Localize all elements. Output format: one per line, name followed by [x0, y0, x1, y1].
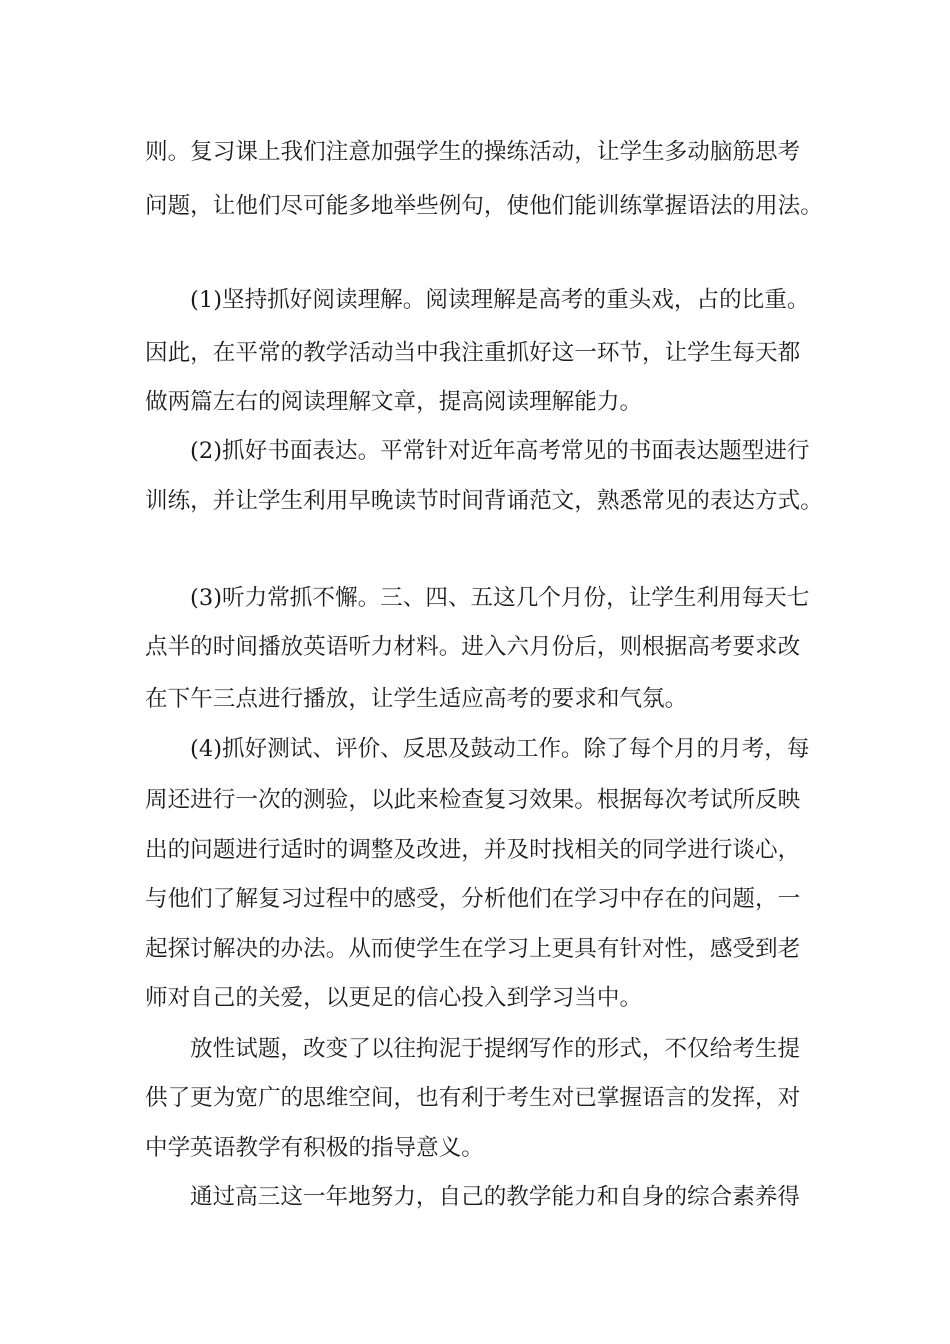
text-line: 问题，让他们尽可能多地举些例句，使他们能训练掌握语法的用法。 [145, 193, 823, 219]
text-line: (3)听力常抓不懈。三、四、五这几个月份，让学生利用每天七 [190, 585, 810, 611]
text-line: 做两篇左右的阅读理解文章，提高阅读理解能力。 [145, 389, 643, 415]
text-line: 出的问题进行适时的调整及改进，并及时找相关的同学进行谈心， [145, 837, 801, 863]
text-line: 起探讨解决的办法。从而使学生在学习上更具有针对性，感受到老 [145, 936, 801, 962]
text-line: 中学英语教学有积极的指导意义。 [145, 1135, 484, 1161]
text-line: 因此，在平常的教学活动当中我注重抓好这一环节，让学生每天都 [145, 340, 801, 366]
text-line: 师对自己的关爱，以更足的信心投入到学习当中。 [145, 985, 643, 1011]
text-line: 点半的时间播放英语听力材料。进入六月份后，则根据高考要求改 [145, 634, 801, 660]
text-line: 通过高三这一年地努力，自己的教学能力和自身的综合素养得 [190, 1184, 801, 1210]
text-line: 训练，并让学生利用早晚读节时间背诵范文，熟悉常见的表达方式。 [145, 488, 823, 514]
text-line: (1)坚持抓好阅读理解。阅读理解是高考的重头戏，占的比重。 [190, 287, 810, 313]
text-line: 放性试题，改变了以往拘泥于提纲写作的形式，不仅给考生提 [190, 1036, 801, 1062]
text-line: 在下午三点进行播放，让学生适应高考的要求和气氛。 [145, 686, 688, 712]
text-line: 供了更为宽广的思维空间，也有利于考生对已掌握语言的发挥，对 [145, 1085, 801, 1111]
text-line: 与他们了解复习过程中的感受，分析他们在学习中存在的问题，一 [145, 886, 801, 912]
text-line: (2)抓好书面表达。平常针对近年高考常见的书面表达题型进行 [190, 438, 810, 464]
text-line: (4)抓好测试、评价、反思及鼓动工作。除了每个月的月考，每 [190, 736, 810, 762]
text-line: 则。复习课上我们注意加强学生的操练活动，让学生多动脑筋思考 [145, 139, 801, 165]
text-line: 周还进行一次的测验，以此来检查复习效果。根据每次考试所反映 [145, 787, 801, 813]
